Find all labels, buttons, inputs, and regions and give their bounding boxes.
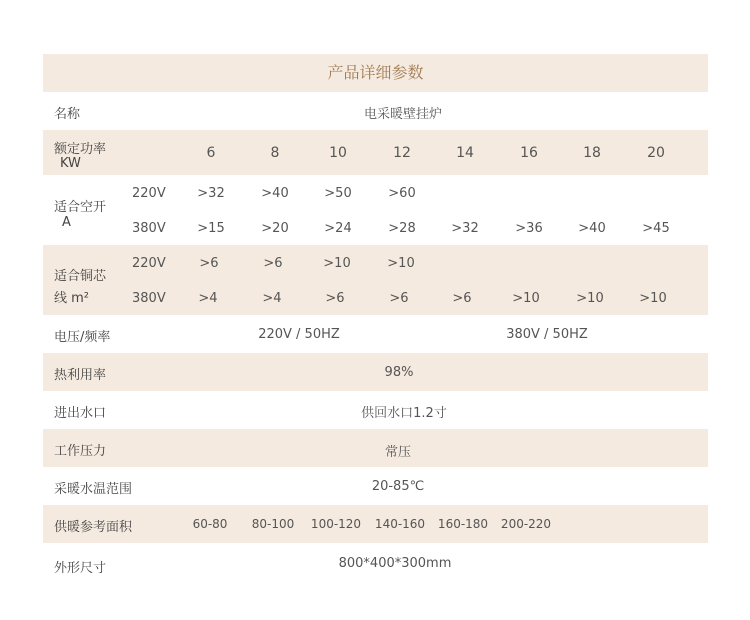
power-value: 16 [520, 145, 538, 161]
power-row-band [43, 130, 708, 175]
efficiency-value: 98% [384, 365, 414, 380]
wire-voltage-380: 380V [132, 291, 166, 306]
name-label: 名称 [54, 107, 81, 122]
table-title: 产品详细参数 [327, 63, 424, 82]
power-label: 额定功率 [54, 142, 107, 157]
area-value: 80-100 [251, 517, 295, 531]
breaker-value: >32 [451, 221, 479, 236]
name-value: 电采暖壁挂炉 [363, 107, 443, 122]
power-value: 12 [393, 145, 411, 161]
power-value: 14 [456, 145, 474, 161]
voltage-value-220: 220V / 50HZ [258, 327, 340, 342]
efficiency-row-band [43, 353, 708, 391]
wire-value: >6 [389, 291, 409, 306]
port-value: 供回水口1.2寸 [361, 406, 447, 421]
size-label: 外形尺寸 [54, 561, 107, 576]
port-label: 进出水口 [54, 406, 107, 421]
area-value: 140-160 [374, 517, 426, 531]
breaker-label: 适合空开 [54, 200, 107, 215]
breaker-value: >40 [261, 186, 289, 201]
wire-voltage-220: 220V [132, 256, 166, 271]
wire-label: 适合铜芯 [54, 269, 107, 284]
area-label: 供暖参考面积 [54, 520, 133, 535]
voltage-value-380: 380V / 50HZ [506, 327, 588, 342]
wire-value: >10 [639, 291, 667, 306]
power-value: 20 [647, 145, 665, 161]
pressure-row-band [43, 429, 708, 467]
wire-value: >6 [199, 256, 219, 271]
temp-value: 20-85℃ [371, 479, 425, 494]
table-header [43, 54, 708, 92]
breaker-voltage-220: 220V [132, 186, 166, 201]
breaker-value: >28 [388, 221, 416, 236]
voltage-label: 电压/频率 [54, 330, 111, 345]
breaker-voltage-380: 380V [132, 221, 166, 236]
wire-value: >6 [325, 291, 345, 306]
wire-value: >10 [323, 256, 351, 271]
breaker-value: >40 [578, 221, 606, 236]
pressure-value: 常压 [384, 445, 412, 460]
breaker-value: >15 [197, 221, 225, 236]
power-unit: KW [60, 156, 81, 171]
breaker-value: >36 [515, 221, 543, 236]
wire-value: >4 [198, 291, 218, 306]
area-value: 60-80 [192, 517, 228, 531]
wire-value: >10 [576, 291, 604, 306]
wire-value: >10 [387, 256, 415, 271]
breaker-value: >60 [388, 186, 416, 201]
power-value: 6 [206, 145, 216, 161]
wire-value: >4 [262, 291, 282, 306]
breaker-unit: A [62, 215, 71, 230]
area-value: 160-180 [437, 517, 489, 531]
wire-unit: 线 m² [54, 291, 90, 306]
temp-label: 采暖水温范围 [54, 482, 133, 497]
wire-value: >6 [452, 291, 472, 306]
area-value: 100-120 [310, 517, 362, 531]
pressure-label: 工作压力 [54, 444, 107, 459]
breaker-value: >50 [324, 186, 352, 201]
power-value: 18 [583, 145, 601, 161]
wire-value: >10 [512, 291, 540, 306]
size-value: 800*400*300mm [338, 556, 452, 571]
wire-value: >6 [263, 256, 283, 271]
breaker-value: >32 [197, 186, 225, 201]
breaker-value: >20 [261, 221, 289, 236]
area-value: 200-220 [500, 517, 552, 531]
power-value: 10 [329, 145, 347, 161]
breaker-value: >24 [324, 221, 352, 236]
efficiency-label: 热利用率 [54, 368, 107, 383]
breaker-value: >45 [642, 221, 670, 236]
power-value: 8 [270, 145, 280, 161]
